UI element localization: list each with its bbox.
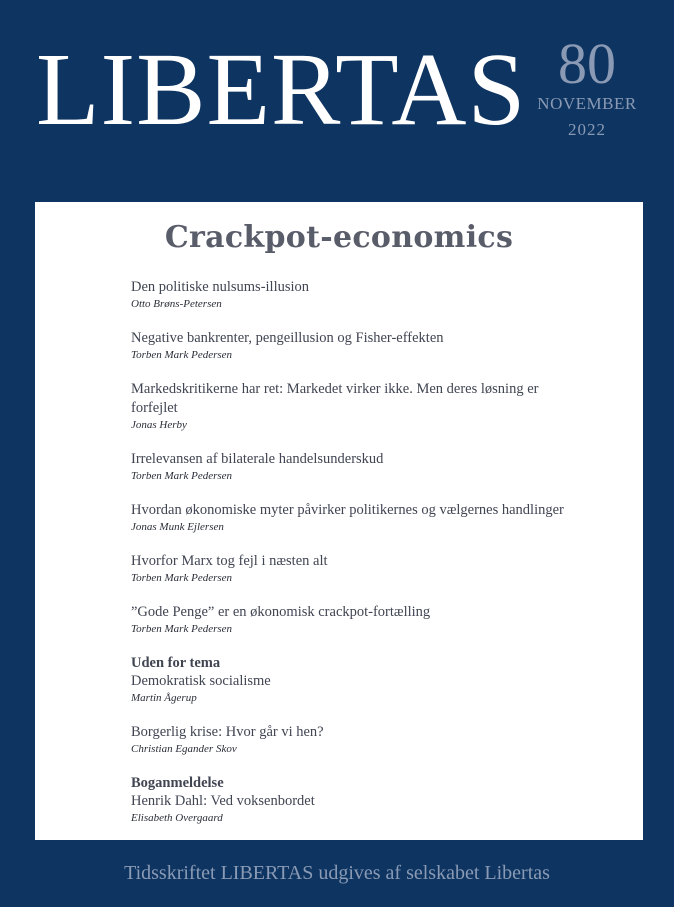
toc-entry [131,552,571,586]
toc-entry [131,501,571,535]
article-title: Den politiske nulsums-illusion [131,279,310,295]
article-title: Henrik Dahl: Ved voksenbordet [131,793,315,809]
publisher-footer: Tidsskriftet LIBERTAS udgives af selskabet Libertas [124,862,550,884]
article-author: Torben Mark Pedersen [131,623,233,635]
section-heading: Uden for tema [131,655,221,671]
article-author: Jonas Munk Ejlersen [131,521,224,533]
issue-year: 2022 [568,120,606,139]
issue-month: NOVEMBER [537,94,637,113]
article-author: Torben Mark Pedersen [131,470,233,482]
theme-title: Crackpot-economics [164,220,514,255]
article-title: Demokratisk socialisme [131,673,271,689]
toc-entry [131,380,571,433]
toc-entry [131,723,571,757]
toc-entry [131,450,571,484]
toc-entry [131,329,571,363]
article-author: Torben Mark Pedersen [131,572,233,584]
toc-entry [131,603,571,637]
article-title: Borgerlig krise: Hvor går vi hen? [131,724,324,740]
toc-entry [131,278,571,312]
toc-entry [131,654,571,706]
article-title: Hvordan økonomiske myter påvirker politikernes og vælgernes handlinger [131,502,564,518]
toc-entry [131,774,571,826]
article-author: Otto Brøns-Petersen [131,298,222,310]
article-title: Irrelevansen af bilaterale handelsunderskud [131,451,384,467]
article-author: Jonas Herby [131,419,187,431]
article-author: Elisabeth Overgaard [131,812,223,824]
article-author: Martin Ågerup [131,692,197,704]
section-heading: Boganmeldelse [131,775,224,791]
issue-info [528,31,646,140]
article-author: Torben Mark Pedersen [131,349,233,361]
article-title: Markedskritikerne har ret: Markedet virker ikke. Men deres løsning er forfejlet [131,381,539,416]
article-author: Christian Egander Skov [131,743,237,755]
article-title: Negative bankrenter, pengeillusion og Fisher-effekten [131,330,444,346]
magazine-title: LIBERTAS [36,32,527,147]
table-of-contents [131,278,571,843]
article-title: ”Gode Penge” er en økonomisk crackpot-fortælling [131,604,431,620]
issue-number: 80 [558,31,616,96]
contents-card [35,202,643,840]
article-title: Hvorfor Marx tog fejl i næsten alt [131,553,328,569]
